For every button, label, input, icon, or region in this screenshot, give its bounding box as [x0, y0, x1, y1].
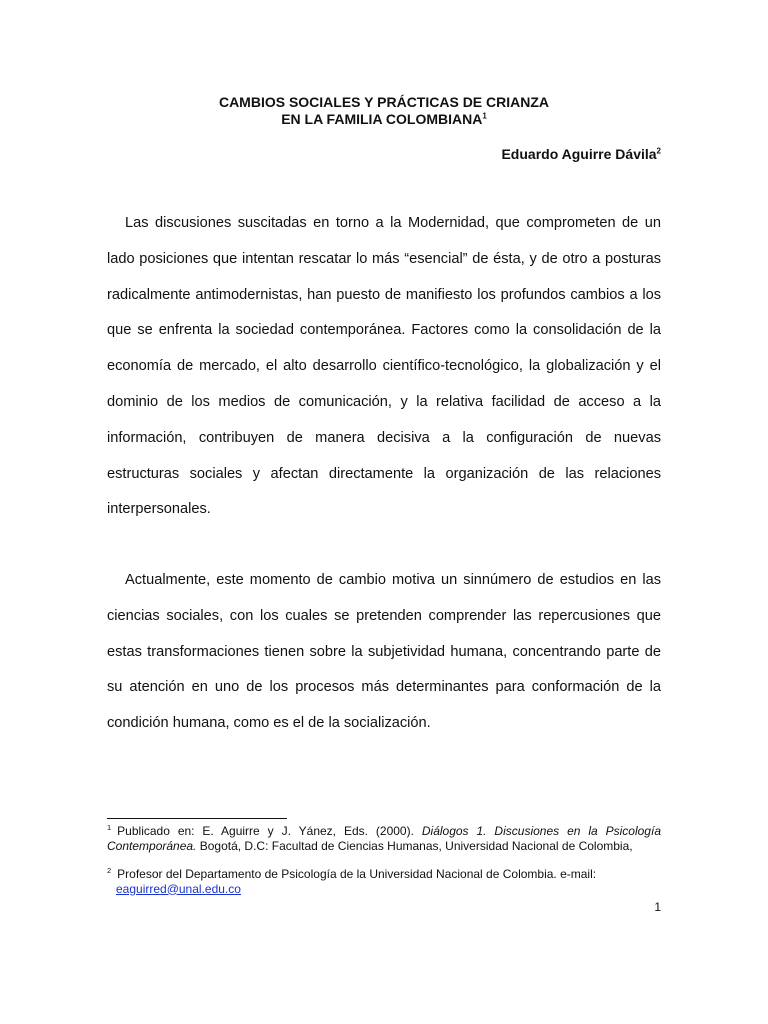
document-title [0, 94, 768, 128]
title-line-2-text: EN LA FAMILIA COLOMBIANA [281, 111, 483, 127]
page-number: 1 [654, 900, 661, 914]
author-name [501, 146, 661, 163]
footnote-2 [107, 867, 661, 896]
footnote-1 [107, 824, 661, 853]
title-line-1: CAMBIOS SOCIALES Y PRÁCTICAS DE CRIANZA [218, 94, 550, 110]
body-paragraph-2: Actualmente, este momento de cambio motiva un sinnúmero de estudios en las ciencias sociales, con los cuales se pretenden comprender las repercusiones que estas transformaciones tienen sobre la subjetividad humana, concentrando parte de su atención en uno de los procesos más determinantes para conformación de la condición humana, como es el de la socialización. [107, 572, 661, 732]
footnote-1-italic-title: Diálogos 1. Discusiones en la Psicología Contemporánea. [107, 824, 661, 853]
footnote-1-text-before: Publicado en: E. Aguirre y J. Yánez, Eds. (2000). [117, 824, 422, 838]
footnote-2-text: Profesor del Departamento de Psicología de la Universidad Nacional de Colombia. e-mail: [117, 867, 597, 881]
footnote-2-mark: 2 [107, 866, 112, 875]
footnote-separator [107, 818, 287, 819]
title-footnote-ref[interactable]: 1 [482, 111, 487, 121]
email-link[interactable]: eaguirred@unal.edu.co [116, 881, 241, 896]
footnote-1-text-after: Bogotá, D.C: Facultad de Ciencias Humanas, Universidad Nacional de Colombia, [196, 838, 633, 853]
body-paragraph-1: Las discusiones suscitadas en torno a la Modernidad, que comprometen de un lado posiciones que intentan rescatar lo más “esencial” de ésta, y de otro a posturas radicalmente antimodernistas, han puesto de manifiesto los profundos cambios a los que se enfrenta la sociedad contemporánea. Factores como la consolidación de la economía de mercado, el alto desarrollo científico-tecnológico, la globalización y el dominio de los medios de comunicación, y la relativa facilidad de acceso a la información, contribuyen de manera decisiva a la configuración de nuevas estructuras sociales y afectan directamente la organización de las relaciones interpersonales. [107, 215, 661, 518]
footnote-2-email-line [107, 882, 661, 897]
footnote-1-mark: 1 [107, 823, 112, 832]
author-name-text: Eduardo Aguirre Dávila [501, 146, 657, 162]
author-footnote-ref[interactable]: 2 [656, 146, 661, 156]
title-line-2 [0, 111, 768, 128]
